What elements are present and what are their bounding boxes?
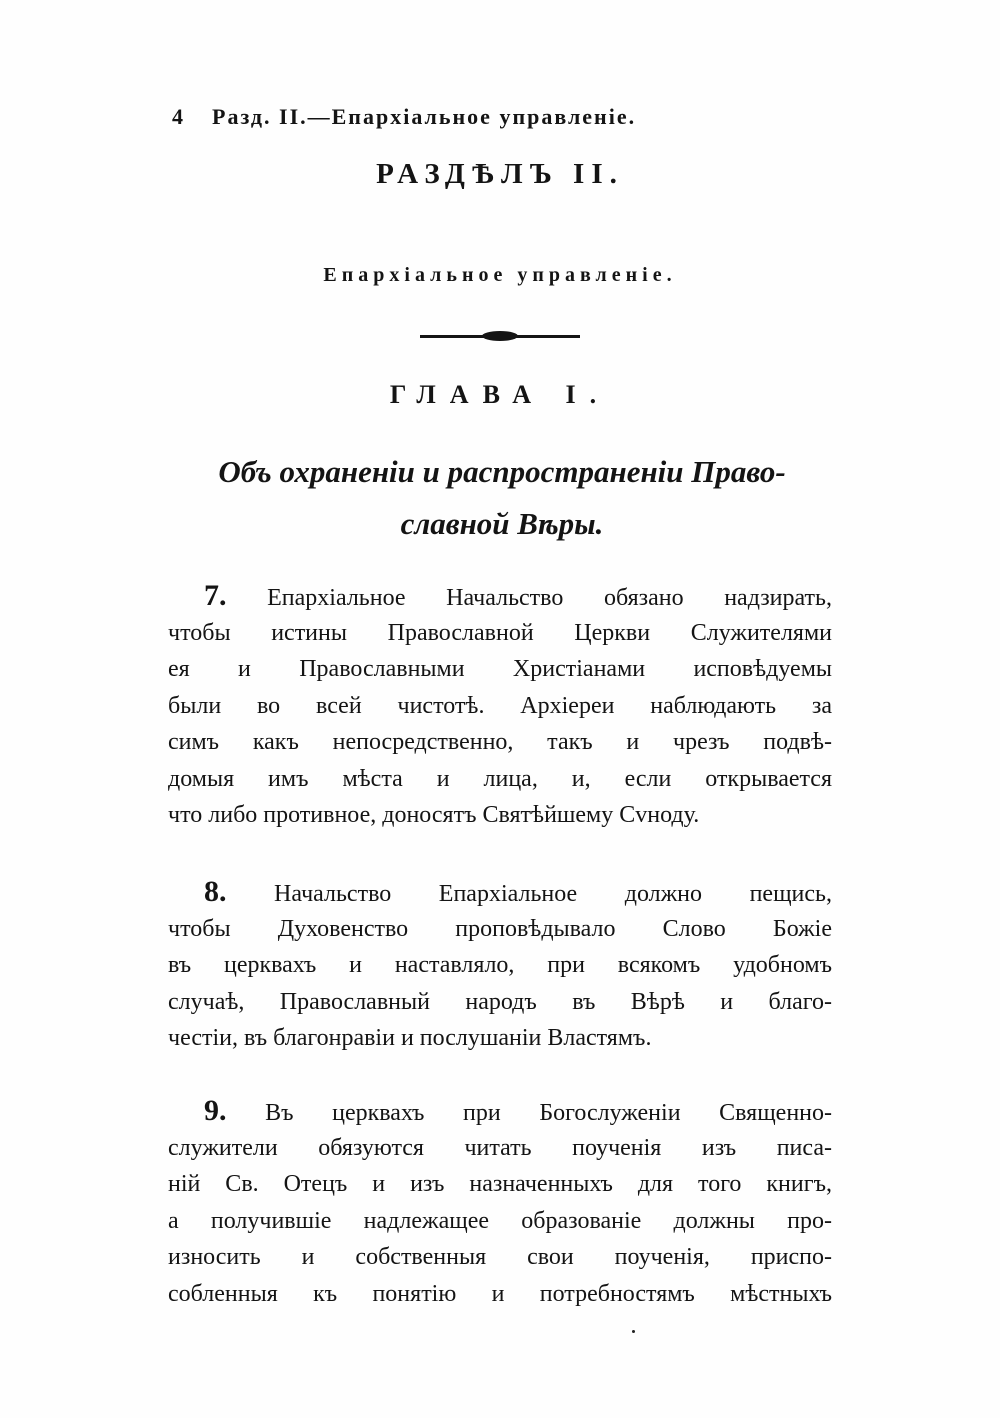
paragraph-line bbox=[168, 1093, 832, 1130]
divider-ornament bbox=[420, 330, 580, 344]
paragraph-number: 7. bbox=[204, 579, 227, 612]
divider-center-ornament bbox=[482, 331, 518, 341]
paragraph-9 bbox=[168, 1093, 832, 1312]
paragraph-line: а получившіе надлежащее образованіе должны про- bbox=[168, 1207, 832, 1234]
paragraph-line-text: Начальство Епархіальное должно пещись, bbox=[274, 881, 832, 907]
paragraph-line: честіи, въ благонравіи и послушаніи Властямъ. bbox=[168, 1025, 652, 1051]
paragraph-line: чтобы Духовенство проповѣдывало Слово Божіе bbox=[168, 915, 832, 942]
paragraph-number: 8. bbox=[204, 875, 227, 908]
paragraph-line-text: Епархіальное Начальство обязано надзирать, bbox=[267, 585, 832, 611]
paragraph-line: чтобы истины Православной Церкви Служителями bbox=[168, 619, 832, 646]
chapter-title: ГЛАВА I. bbox=[389, 380, 611, 409]
paragraph-line: были во всей чистотѣ. Архіереи наблюдають за bbox=[168, 692, 832, 719]
chapter-heading-line: Объ охраненіи и распространеніи Право- bbox=[218, 454, 786, 489]
chapter-heading bbox=[172, 446, 832, 550]
paragraph-line: домыя имъ мѣста и лица, и, если открывается bbox=[168, 765, 832, 792]
running-head bbox=[172, 100, 832, 134]
paragraph-line-text: Въ церквахъ при Богослуженіи Священно- bbox=[265, 1100, 833, 1126]
paragraph-line: въ церквахъ и наставляло, при всякомъ удобномъ bbox=[168, 952, 832, 978]
paragraph-line: собленныя къ понятію и потребностямъ мѣстныхъ bbox=[168, 1280, 832, 1307]
paragraph-line: износить и собственныя свои поученія, приспо- bbox=[168, 1244, 832, 1270]
paragraph-line: ній Св. Отецъ и изъ назначенныхъ для того книгъ, bbox=[168, 1171, 832, 1197]
paragraph-line: что либо противное, доносятъ Святѣйшему Сvноду. bbox=[168, 802, 700, 828]
print-speck bbox=[632, 1330, 635, 1333]
paragraph-line: симъ какъ непосредственно, такъ и чрезъ подвѣ- bbox=[168, 729, 832, 755]
paragraph-line: случаѣ, Православный народъ въ Вѣрѣ и благо- bbox=[168, 988, 832, 1015]
paragraph-line: служители обязуются читать поученія изъ писа- bbox=[168, 1134, 832, 1161]
paragraph-7 bbox=[168, 578, 832, 834]
paragraph-number: 9. bbox=[204, 1094, 227, 1127]
running-head-text: Разд. II.—Епархіальное управленіе. bbox=[212, 104, 637, 129]
section-subtitle: Епархіальное управленіе. bbox=[323, 264, 677, 286]
paragraph-line bbox=[168, 874, 832, 911]
page-number: 4 bbox=[172, 104, 183, 129]
paragraph-8 bbox=[168, 874, 832, 1057]
paragraph-line: ея и Православными Христіанами исповѣдуемы bbox=[168, 656, 832, 682]
section-title: РАЗДѢЛЪ II. bbox=[376, 158, 624, 190]
chapter-heading-line: славной Вѣры. bbox=[400, 506, 604, 541]
paragraph-line bbox=[168, 578, 832, 615]
